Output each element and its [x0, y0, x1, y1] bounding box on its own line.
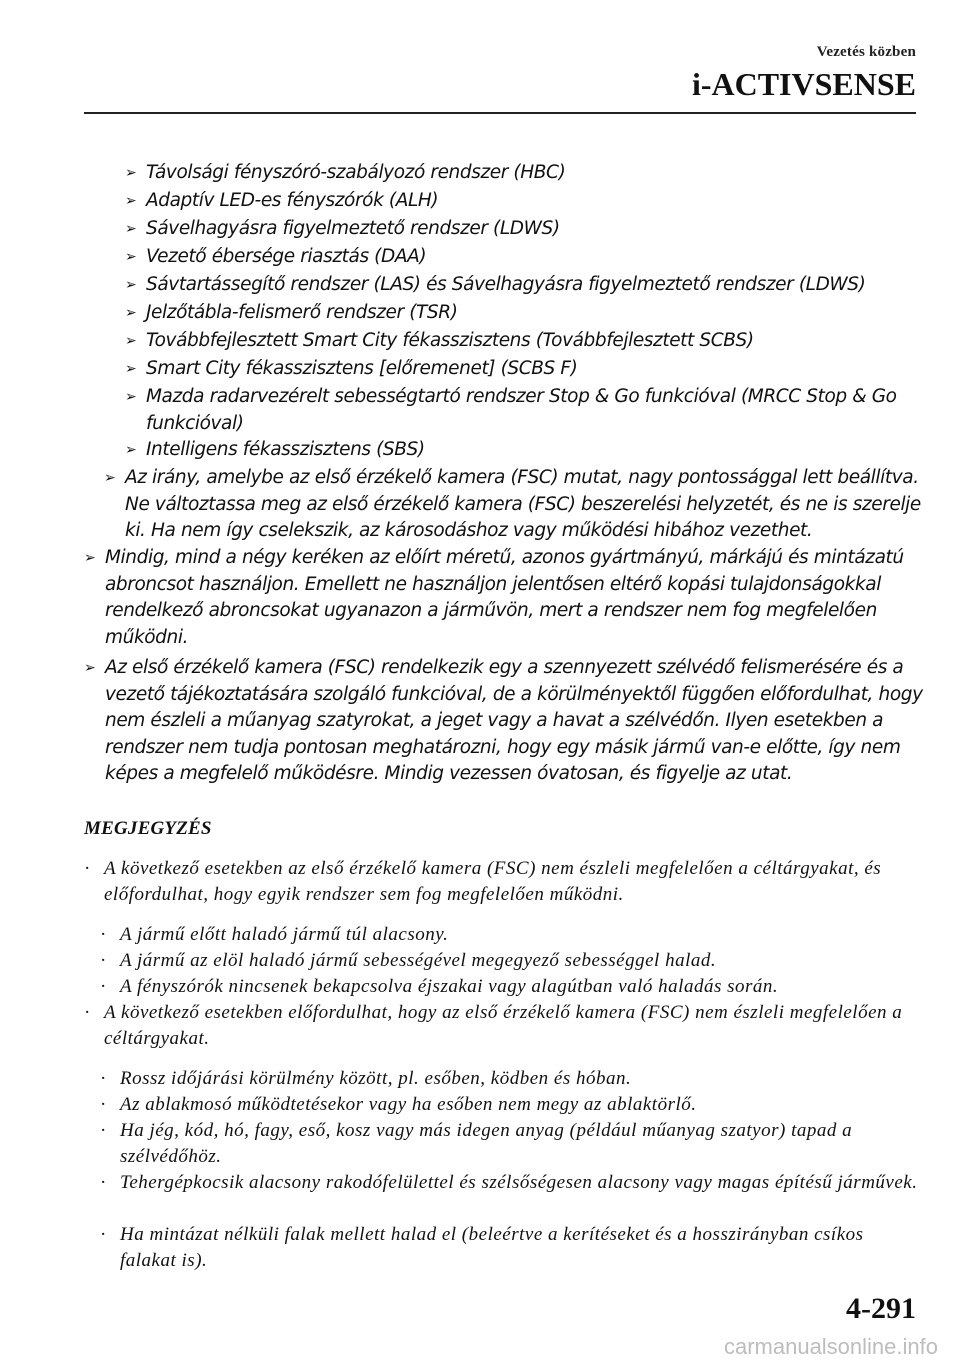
arrow-bullet-icon: ➢ — [125, 389, 137, 405]
note-item: · Az ablakmosó működtetésekor vagy ha esőben nem megy az ablaktörlő. — [100, 1092, 920, 1118]
dot-bullet-icon: · — [100, 924, 107, 945]
header-rule — [84, 112, 916, 114]
note-item: · A fényszórók nincsenek bekapcsolva éjszakai vagy alagútban való haladás során. — [100, 974, 920, 1000]
section-title: Vezetés közben — [816, 44, 916, 60]
warning-item: ➢ Smart City fékasszisztens [előremenet] (SCBS F) — [125, 356, 925, 383]
note-item: · Ha mintázat nélküli falak mellett halad el (beleértve a kerítéseket és a hosszirányban csíkos falakat is). — [100, 1224, 864, 1271]
arrow-bullet-icon: ➢ — [84, 660, 96, 676]
running-header — [692, 44, 916, 101]
dot-bullet-icon: · — [84, 858, 91, 879]
note-title: MEGJEGYZÉS — [84, 818, 212, 839]
arrow-bullet-icon: ➢ — [125, 249, 137, 265]
arrow-bullet-icon: ➢ — [125, 277, 137, 293]
arrow-bullet-icon: ➢ — [84, 550, 96, 566]
arrow-bullet-icon: ➢ — [125, 361, 137, 377]
warning-item: ➢ Mazda radarvezérelt sebességtartó rendszer Stop & Go funkcióval (MRCC Stop & Go funkcióval) — [125, 386, 897, 434]
warning-item: ➢ Jelzőtábla-felismerő rendszer (TSR) — [125, 300, 925, 327]
page-number: 4-291 — [846, 1292, 916, 1325]
arrow-bullet-icon: ➢ — [125, 333, 137, 349]
dot-bullet-icon: · — [100, 950, 107, 971]
arrow-bullet-icon: ➢ — [125, 221, 137, 237]
warning-item: ➢ Az első érzékelő kamera (FSC) rendelkezik egy a szennyezett szélvédő felismerésére és a vezető tájékoztatására szolgáló funkcióval, de a körülményektől függően előfordulhat, hogy nem észleli a műanyag szatyrokat, a jeget vagy a havat a szélvédőn. Ilyen esetekben a rendszer nem tudja pontosan meghatározni, hogy egy másik jármű van-e előtte, így nem képes a megfelelő működésre. Mindig vezessen óvatosan, és figyelje az utat. — [84, 657, 923, 784]
note-item: · A jármű az elöl haladó jármű sebességével megegyező sebességgel halad. — [100, 948, 920, 974]
note-item: · Tehergépkocsik alacsony rakodófelülettel és szélsőségesen alacsony vagy magas építésű járművek. — [100, 1170, 920, 1196]
note-item: · A jármű előtt haladó jármű túl alacsony. — [100, 922, 920, 948]
dot-bullet-icon: · — [100, 976, 107, 997]
note-item: · A következő esetekben az első érzékelő kamera (FSC) nem észleli megfelelően a céltárgyakat, és előfordulhat, hogy egyik rendszer sem fog megfelelően működni. — [84, 858, 882, 905]
dot-bullet-icon: · — [84, 1002, 91, 1023]
warning-item: ➢ Az irány, amelybe az első érzékelő kamera (FSC) mutat, nagy pontossággal lett beállítva. Ne változtassa meg az első érzékelő kamera (FSC) beszerelési helyzetét, és ne is szerelje ki. Ha nem így cselekszik, az károsodáshoz vagy működési hibához vezethet. — [104, 467, 921, 541]
warning-item: ➢ Sávtartássegítő rendszer (LAS) és Sávelhagyásra figyelmeztető rendszer (LDWS) — [125, 272, 925, 299]
arrow-bullet-icon: ➢ — [125, 305, 137, 321]
note-item: · Ha jég, kód, hó, fagy, eső, kosz vagy más idegen anyag (például műanyag szatyor) tapad a szélvédőhöz. — [100, 1120, 853, 1167]
dot-bullet-icon: · — [100, 1224, 107, 1245]
dot-bullet-icon: · — [100, 1094, 107, 1115]
warning-item: ➢ Mindig, mind a négy keréken az előírt méretű, azonos gyártmányú, márkájú és mintázatú abroncsot használjon. Emellett ne használjon jelentősen eltérő kopási tulajdonságokkal rendelkező abroncsokat ugyanazon a járművön, mert a rendszer nem fog megfelelően működni. — [84, 547, 904, 648]
warning-item: ➢ Intelligens fékasszisztens (SBS) — [125, 437, 925, 464]
chapter-title: i-ACTIVSENSE — [691, 66, 916, 102]
warning-item: ➢ Adaptív LED-es fényszórók (ALH) — [125, 188, 925, 215]
warning-item: ➢ Távolsági fényszóró-szabályozó rendszer (HBC) — [125, 160, 925, 187]
arrow-bullet-icon: ➢ — [125, 442, 137, 458]
dot-bullet-icon: · — [100, 1172, 107, 1193]
arrow-bullet-icon: ➢ — [104, 470, 116, 486]
watermark: carmanualsonline.info — [723, 1334, 938, 1359]
note-item: · Rossz időjárási körülmény között, pl. esőben, ködben és hóban. — [100, 1066, 920, 1092]
warning-item: ➢ Sávelhagyásra figyelmeztető rendszer (LDWS) — [125, 216, 925, 243]
arrow-bullet-icon: ➢ — [125, 165, 137, 181]
warning-item: ➢ Vezető ébersége riasztás (DAA) — [125, 244, 925, 271]
note-item: · A következő esetekben előfordulhat, hogy az első érzékelő kamera (FSC) nem észleli megfelelően a céltárgyakat. — [84, 1002, 903, 1049]
arrow-bullet-icon: ➢ — [125, 193, 137, 209]
dot-bullet-icon: · — [100, 1120, 107, 1141]
warning-item: ➢ Továbbfejlesztett Smart City fékasszisztens (Továbbfejlesztett SCBS) — [125, 328, 925, 355]
dot-bullet-icon: · — [100, 1068, 107, 1089]
